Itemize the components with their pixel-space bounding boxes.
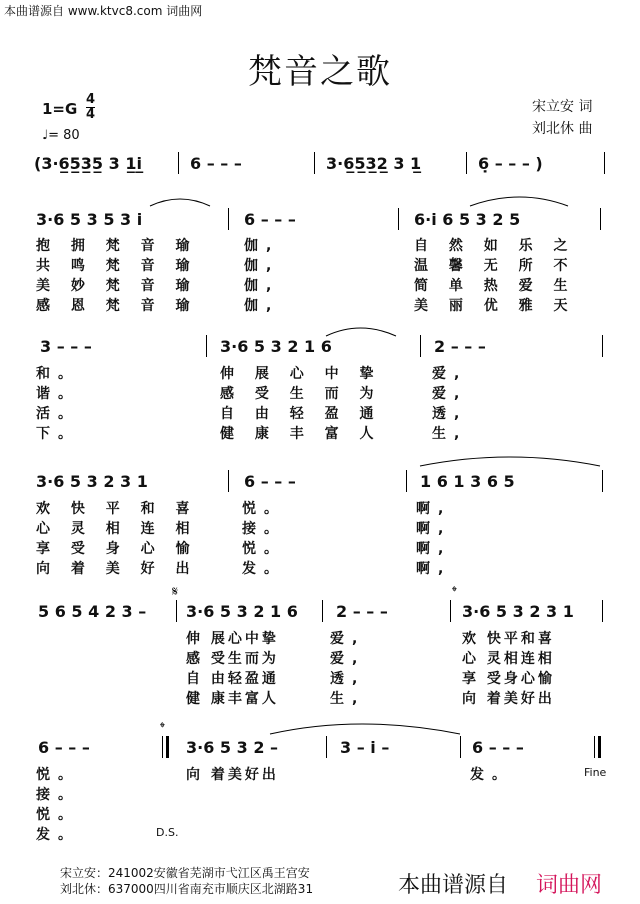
ds-mark: D.S. xyxy=(156,826,179,839)
s1-m3: 3·6̲5̲3̲2̲ 3 1̲ xyxy=(326,154,422,173)
footer-line-2: 刘北休：637000四川省南充市顺庆区北湖路31 xyxy=(60,882,314,896)
song-title: 梵音之歌 xyxy=(248,52,392,92)
s5-l2c: 爱, xyxy=(330,651,366,667)
slur xyxy=(326,328,396,336)
s6-l1d: 发。 xyxy=(470,767,514,783)
s4-l3c: 啊, xyxy=(416,541,452,557)
s3-l4b: 健 康 丰 富 人 xyxy=(220,426,382,442)
s2-l4b: 伽, xyxy=(244,298,280,314)
coda-mark: 𝄌 xyxy=(452,584,457,600)
s6-m4: 6 – – – xyxy=(472,738,524,757)
s2-l1b: 伽, xyxy=(244,238,280,254)
segno-mark: 𝄋 xyxy=(172,584,179,600)
s6-l2a: 接。 xyxy=(36,787,80,803)
s3-l3c: 透, xyxy=(432,406,468,422)
s4-l2a: 心 灵 相 连 相 xyxy=(36,521,198,537)
s6-m1: 6 – – – xyxy=(38,738,90,757)
s4-l1a: 欢 快 平 和 喜 xyxy=(36,501,198,517)
s6-m2: 3·6 5 3 2 – xyxy=(186,738,279,757)
s2-l1a: 抱 拥 梵 音 瑜 xyxy=(36,238,198,254)
s5-l1c: 爱, xyxy=(330,631,366,647)
s4-l2b: 接。 xyxy=(242,521,286,537)
s5-l4d: 向 着美好出 xyxy=(462,691,555,707)
bottom-watermark-a: 本曲谱源自 xyxy=(398,873,509,898)
s5-m2: 3·6 5 3 2 1 6 xyxy=(186,602,298,621)
s4-m1: 3·6 5 3 2 3 1 xyxy=(36,472,148,491)
s5-l3b: 自 由轻盈通 xyxy=(186,671,279,687)
s2-m2: 6 – – – xyxy=(244,210,296,229)
s5-l3c: 透, xyxy=(330,671,366,687)
s5-l1d: 欢 快平和喜 xyxy=(462,631,555,647)
s3-l2a: 谐。 xyxy=(36,386,80,402)
s2-l4c: 美 丽 优 雅 天 xyxy=(414,298,576,314)
bottom-watermark-b: 词曲网 xyxy=(536,873,603,898)
s3-l1c: 爱, xyxy=(432,366,468,382)
s3-l2c: 爱, xyxy=(432,386,468,402)
s2-l2a: 共 鸣 梵 音 瑜 xyxy=(36,258,198,274)
s2-m3: 6·i 6 5 3 2 5 xyxy=(414,210,521,229)
fine-mark: Fine xyxy=(584,766,607,779)
tempo-mark: ♩= 80 xyxy=(42,128,80,143)
s3-l3a: 活。 xyxy=(36,406,80,422)
s4-l4b: 发。 xyxy=(242,561,286,577)
s1-m2: 6 – – – xyxy=(190,154,242,173)
s6-m3: 3 – i – xyxy=(340,738,390,757)
s2-l4a: 感 恩 梵 音 瑜 xyxy=(36,298,198,314)
s4-m2: 6 – – – xyxy=(244,472,296,491)
s5-l4b: 健 康丰富人 xyxy=(186,691,279,707)
composer: 刘北休 曲 xyxy=(532,121,593,137)
s3-l4c: 生, xyxy=(432,426,468,442)
time-sig-bottom: 4 xyxy=(86,107,96,122)
s5-l2b: 感 受生而为 xyxy=(186,651,279,667)
s2-l1c: 自 然 如 乐 之 xyxy=(414,238,576,254)
s5-l2d: 心 灵相连相 xyxy=(462,651,555,667)
s4-l3b: 悦。 xyxy=(242,541,286,557)
coda-mark-2: 𝄌 xyxy=(160,720,165,736)
s4-m3: 1 6 1 3 6 5 xyxy=(420,472,515,491)
s3-m1: 3 – – – xyxy=(40,337,92,356)
s2-l2c: 温 馨 无 所 不 xyxy=(414,258,576,274)
s5-m1: 5 6 5 4 2 3 – xyxy=(38,602,147,621)
slur xyxy=(150,199,210,206)
s6-l1b: 向 着美好出 xyxy=(186,767,279,783)
lyricist: 宋立安 词 xyxy=(532,99,593,115)
slur xyxy=(420,457,600,466)
s3-l3b: 自 由 轻 盈 通 xyxy=(220,406,382,422)
s3-l2b: 感 受 生 而 为 xyxy=(220,386,382,402)
s4-l1b: 悦。 xyxy=(242,501,286,517)
s1-m4: 6̣ – – – ) xyxy=(478,154,543,173)
s3-l1a: 和。 xyxy=(36,366,80,382)
key-signature: 1=G xyxy=(42,100,78,118)
s3-l4a: 下。 xyxy=(36,426,80,442)
s4-l3a: 享 受 身 心 愉 xyxy=(36,541,198,557)
s5-m3: 2 – – – xyxy=(336,602,388,621)
s3-l1b: 伸 展 心 中 挚 xyxy=(220,366,382,382)
s2-l3b: 伽, xyxy=(244,278,280,294)
s6-l4a: 发。 xyxy=(36,827,80,843)
s4-l4a: 向 着 美 好 出 xyxy=(36,561,198,577)
s5-m4: 3·6 5 3 2 3 1 xyxy=(462,602,574,621)
s5-l4c: 生, xyxy=(330,691,366,707)
top-watermark: 本曲谱源自 www.ktvc8.com 词曲网 xyxy=(4,4,203,18)
time-sig-top: 4 xyxy=(86,92,96,107)
slur xyxy=(270,724,460,734)
s2-l3c: 简 单 热 爱 生 xyxy=(414,278,576,294)
s3-m2: 3·6 5 3 2 1 6 xyxy=(220,337,332,356)
s2-m1: 3·6 5 3 5 3 i xyxy=(36,210,143,229)
footer-line-1: 宋立安：241002安徽省芜湖市弋江区禹王宫安 xyxy=(60,866,310,880)
s2-l2b: 伽, xyxy=(244,258,280,274)
s1-m1: (3·6̲5̲3̲5̲ 3 1̲i̲ xyxy=(34,154,142,173)
s5-l3d: 享 受身心愉 xyxy=(462,671,555,687)
s4-l4c: 啊, xyxy=(416,561,452,577)
s2-l3a: 美 妙 梵 音 瑜 xyxy=(36,278,198,294)
s6-l1a: 悦。 xyxy=(36,767,80,783)
slur xyxy=(470,197,568,206)
s4-l1c: 啊, xyxy=(416,501,452,517)
s5-l1b: 伸 展心中挚 xyxy=(186,631,279,647)
s4-l2c: 啊, xyxy=(416,521,452,537)
s3-m3: 2 – – – xyxy=(434,337,486,356)
s6-l3a: 悦。 xyxy=(36,807,80,823)
